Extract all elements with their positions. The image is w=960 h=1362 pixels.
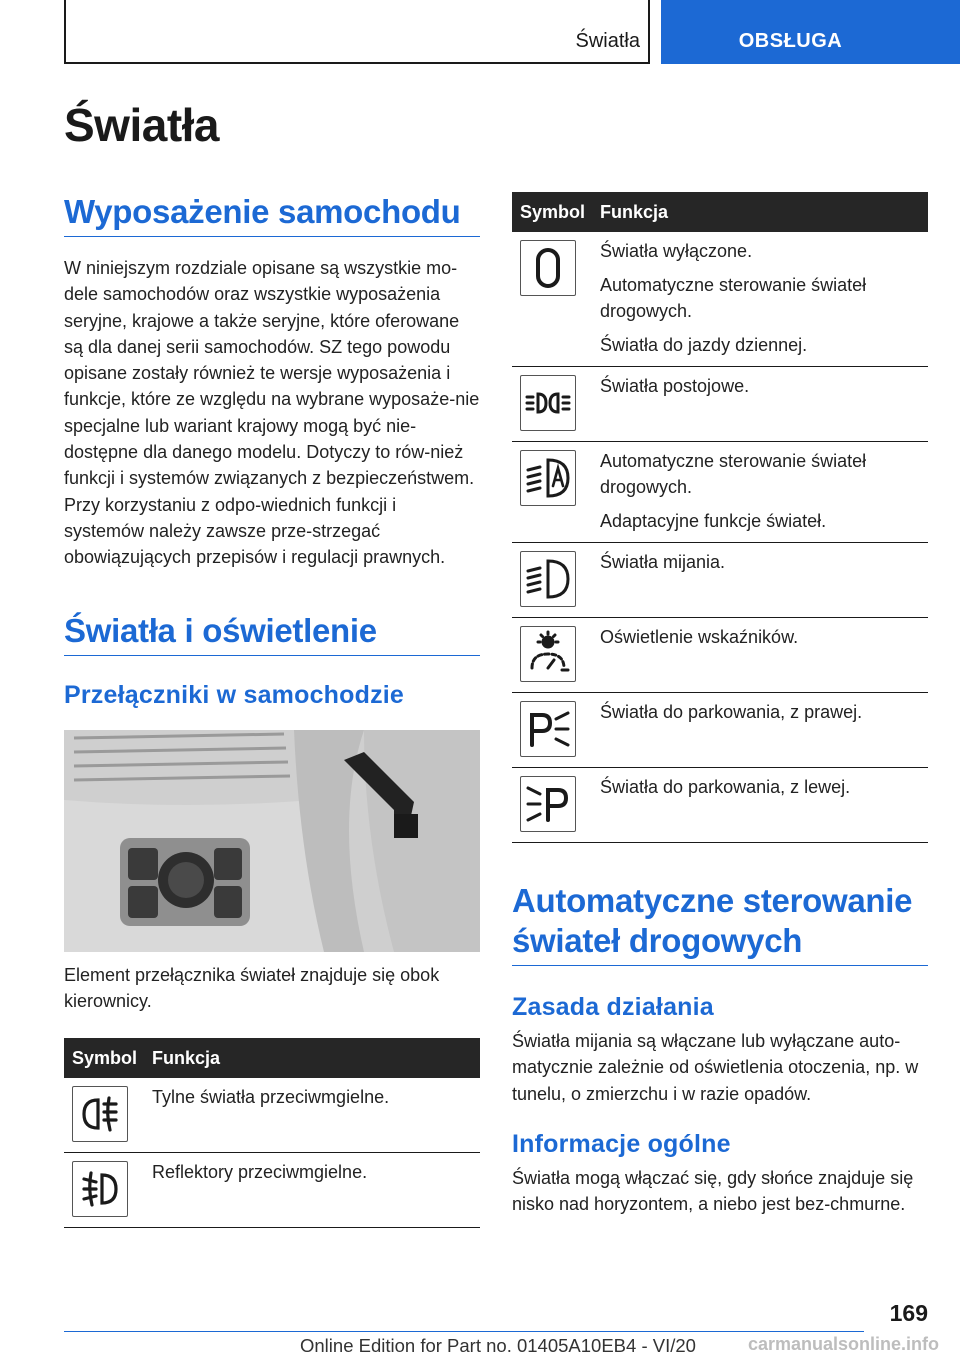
header-chapter-label: OBSŁUGA (738, 29, 843, 52)
footer-watermark: carmanualsonline.info (748, 1334, 940, 1354)
col-header-function: Funkcja (600, 192, 928, 232)
function-text: Światła wyłączone. (600, 241, 753, 261)
table-row (512, 618, 928, 693)
table-row (512, 693, 928, 768)
heading-auto-control: Automatyczne sterowanie świateł drogowych (512, 881, 928, 966)
heading-switches: Przełączniki w samochodzie (64, 680, 405, 709)
left-column (64, 192, 480, 1228)
function-text: Światła do jazdy dziennej. (600, 335, 808, 355)
function-text: Automatyczne sterowanie świateł drogowych. (600, 275, 867, 321)
heading-equipment: Wyposażenie samochodu (64, 192, 480, 237)
heading-general-info: Informacje ogólne (512, 1129, 731, 1158)
front-fog-light-icon (72, 1161, 128, 1217)
switch-photo (64, 730, 480, 952)
function-text: Światła do parkowania, z prawej. (600, 702, 863, 722)
function-text: Automatyczne sterowanie świateł drogowych. (600, 451, 867, 497)
equipment-body: W niniejszym rozdziale opisane są wszystkie mo-dele samochodów oraz wszystkie wyposażenia seryjne, krajowe a także seryjne, które oferowane są dla danej serii samochodów. SZ tego powodu opisane zostały również te wersje wyposażenia i funkcje, które ze względu na wybrane wyposaże-nie specjalne lub wariant krajowy mogą być nie-dostępne dla danego modelu. Dotyczy to rów-nież funkcji i systemów związanych z bezpieczeństwem. Przy korzystaniu z odpo-wiednich funkcji i systemów należy zawsze prze-strzegać obowiązujących przepisów i regulacji prawnych. (64, 258, 480, 568)
switch-symbol-table-right (512, 192, 928, 843)
right-column (512, 192, 928, 1217)
parking-lights-icon (520, 375, 576, 431)
col-header-function: Funkcja (152, 1038, 480, 1078)
col-header-symbol: Symbol (64, 1038, 152, 1078)
page-number: 169 (889, 1300, 928, 1326)
function-text: Światła postojowe. (600, 376, 750, 396)
function-text: Światła do parkowania, z lewej. (600, 777, 851, 797)
switch-symbol-table-left (64, 1038, 480, 1228)
rear-fog-light-icon (72, 1086, 128, 1142)
function-text: Tylne światła przeciwmgielne. (152, 1087, 390, 1108)
general-body: Światła mogą włączać się, gdy słońce znajduje się nisko nad horyzontem, a niebo jest bez-chmurne. (512, 1167, 914, 1215)
parking-left-icon (520, 776, 576, 832)
footer-divider (64, 1331, 864, 1332)
function-text: Adaptacyjne funkcje świateł. (600, 511, 827, 531)
function-text: Światła mijania. (600, 552, 726, 572)
function-text: Reflektory przeciwmgielne. (152, 1162, 368, 1183)
col-header-symbol: Symbol (512, 192, 600, 232)
switch-caption: Element przełącznika świateł znajduje się obok kierownicy. (64, 964, 440, 1011)
table-row (512, 768, 928, 843)
lights-off-icon (520, 240, 576, 296)
table-row (512, 543, 928, 618)
parking-right-icon (520, 701, 576, 757)
header-chapter-tab[interactable] (661, 0, 960, 64)
header-section-title: Światła (575, 30, 640, 52)
principle-body: Światła mijania są włączane lub wyłączane auto-matycznie zależnie od oświetlenia otoczenia, np. w tunelu, o zmierzchu i w razie opadów. (512, 1031, 919, 1104)
footer-edition: Online Edition for Part no. 01405A10EB4 - VI/20 (300, 1335, 696, 1356)
auto-headlight-icon (520, 450, 576, 506)
function-text: Oświetlenie wskaźników. (600, 627, 799, 647)
table-row (512, 367, 928, 442)
page-title: Światła (64, 99, 220, 151)
table-row (512, 232, 928, 367)
instrument-lighting-icon (520, 626, 576, 682)
heading-lights: Światła i oświetlenie (64, 611, 480, 656)
header-section-box (64, 0, 650, 64)
table-row (64, 1153, 480, 1228)
switch-photo-illustration (64, 730, 480, 952)
low-beam-icon (520, 551, 576, 607)
table-row (64, 1078, 480, 1153)
heading-principle: Zasada działania (512, 993, 714, 1021)
table-row (512, 442, 928, 543)
